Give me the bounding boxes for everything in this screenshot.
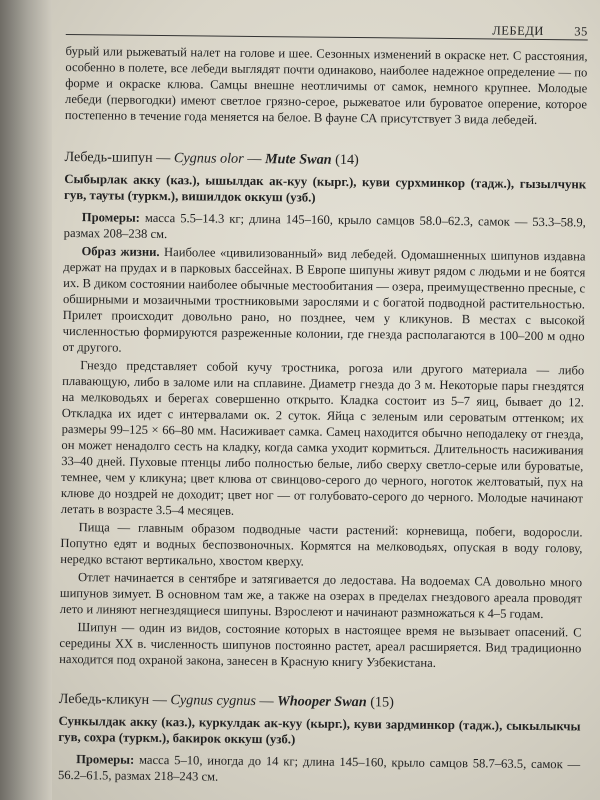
species-name-ru: Лебедь-кликун — [58,690,171,709]
measurements-label: Промеры: [81,210,140,225]
species-number: (15) [366,694,394,711]
book-page [58,12,588,788]
local-names: Сыбырлак акку (каз.), ышылдак ак-куу (кырг.), куви сурхминкор (тадж.), гызылчунк гув, тауты (туркм.), вишилдок оккуш (узб.) [64,171,587,205]
species-heading-whooper-swan [59,691,581,712]
species-name-ru: Лебедь-шипун — [64,148,175,167]
lifestyle-text: Наиболее «цивилизованный» вид лебедей. Одомашненных шипунов издавна держат на прудах и в парковых бассейнах. В Европе шипуны живут рядом с людьми и не боятся их. В диком состоянии наиболее обычные местообитания — озера, преимущественно пресные, с обширными и мозаичными тростниковыми зарослями и с богатой подводной растительностью. Прилет происходит довольно рано, но позднее, чем у кликунов. В местах с высокой численностью формируются разреженные колонии, где гнезда располагаются в 100–200 м одно от другого. [62,244,586,355]
food-paragraph: Пища — главным образом подводные части растений: корневища, побеги, водоросли. Попутно едят и водных беспозвоночных. Кормятся на мелководьях, опуская в воду голову, нередко встают вертикально, хвостом кверху. [60,520,583,569]
local-names: Сункылдак акку (каз.), куркулдак ак-куу (кырг.), куви зардминкор (тадж.), сыкылыкчы гув, сохра (туркм.), бакирок оккуш (узб.) [58,713,581,747]
intro-paragraph: бурый или рыжеватый налет на голове и шее. Сезонных изменений в окраске нет. С расстояния, особенно в полете, все лебеди выглядят почти одинаково, наиболее надежное определение — по форме и окраске клюва. Самцы внешне неотличимы от самок, немного крупнее. Молодые лебеди (первогодки) имеют светлое грязно-серое, рыжеватое или буроватое оперение, которое постепенно в течение года меняется на белое. В фауне СА присутствует 3 вида лебедей. [64,43,588,127]
measurements-text: масса 5.5–14.3 кг; длина 145–160, крыло самцов 58.0–62.3, самок — 53.3–58.9, размах 208–238 см. [63,210,586,242]
species-name-latin: Cygnus cygnus [170,692,257,710]
measurements-label: Промеры: [76,752,135,767]
measurements-paragraph [64,209,586,246]
species-heading-mute-swan [64,149,586,170]
page-number: 35 [574,24,588,39]
book-spine-shadow [0,0,52,800]
lifestyle-paragraph [62,243,585,360]
measurements-text: масса 5–10, иногда до 14 кг; длина 145–160, крыло самцов 58.7–63.5, самок — 56.2–61.5, размах 218–243 см. [57,752,581,784]
species-name-en: Whooper Swan [277,693,367,711]
heading-dash: — [255,693,278,710]
species-number: (14) [331,151,359,169]
section-title: ЛЕБЕДИ [492,23,544,39]
measurements-paragraph [58,751,580,788]
status-paragraph: Шипун — один из видов, состояние которых в настоящее время не вызывает опасений. С середины XX в. численность шипунов постоянно растет, ареал расширяется. Вид традиционно находится под охраной закона, занесен в Красную книгу Узбекистана. [59,620,582,670]
running-header [66,12,588,40]
migration-paragraph: Отлет начинается в сентябре и затягивается до ледостава. На водоемах СА довольно много шипунов зимует. В основном там же, а также на озерах в пределах гнездового ареала проводят лето и линяют негнездящиеся шипуны. Взрослеют и начинают размножаться к 4–5 годам. [59,570,583,622]
lifestyle-label: Образ жизни. [81,244,160,259]
heading-dash: — [243,150,266,168]
species-name-latin: Cygnus olor [173,150,244,167]
nest-paragraph: Гнездо представляет собой кучу тростника, рогоза или другого материала — либо плавающую, либо в заломе или на сплавине. Диаметр гнезда до 3 м. Некоторые пары гнездятся на мелководьях и берегах совершенно открыто. Кладка состоит из 5–7 яиц, бывает до 12. Откладка их идет с интервалами ок. 2 суток. Яйца с зеленым или сероватым оттенком; их размеры 99–125 × 66–80 мм. Насиживает самка. Самец находится обычно неподалеку от гнезда, он может ненадолго сесть на кладку, когда самка уходит кормиться. Длительность насиживания 33–40 дней. Пуховые птенцы либо полностью белые, либо сверху светло-серые или буроватые, темнее, чем у кликуна; цвет клюва от свинцово-серого до черного, ноготок желтоватый, пух на клюве до ноздрей не доходит; цвет ног — от голубовато-серого до черного. Молодые начинают летать в возрасте 3.5–4 месяцев. [60,358,585,518]
species-name-en: Mute Swan [264,151,332,168]
